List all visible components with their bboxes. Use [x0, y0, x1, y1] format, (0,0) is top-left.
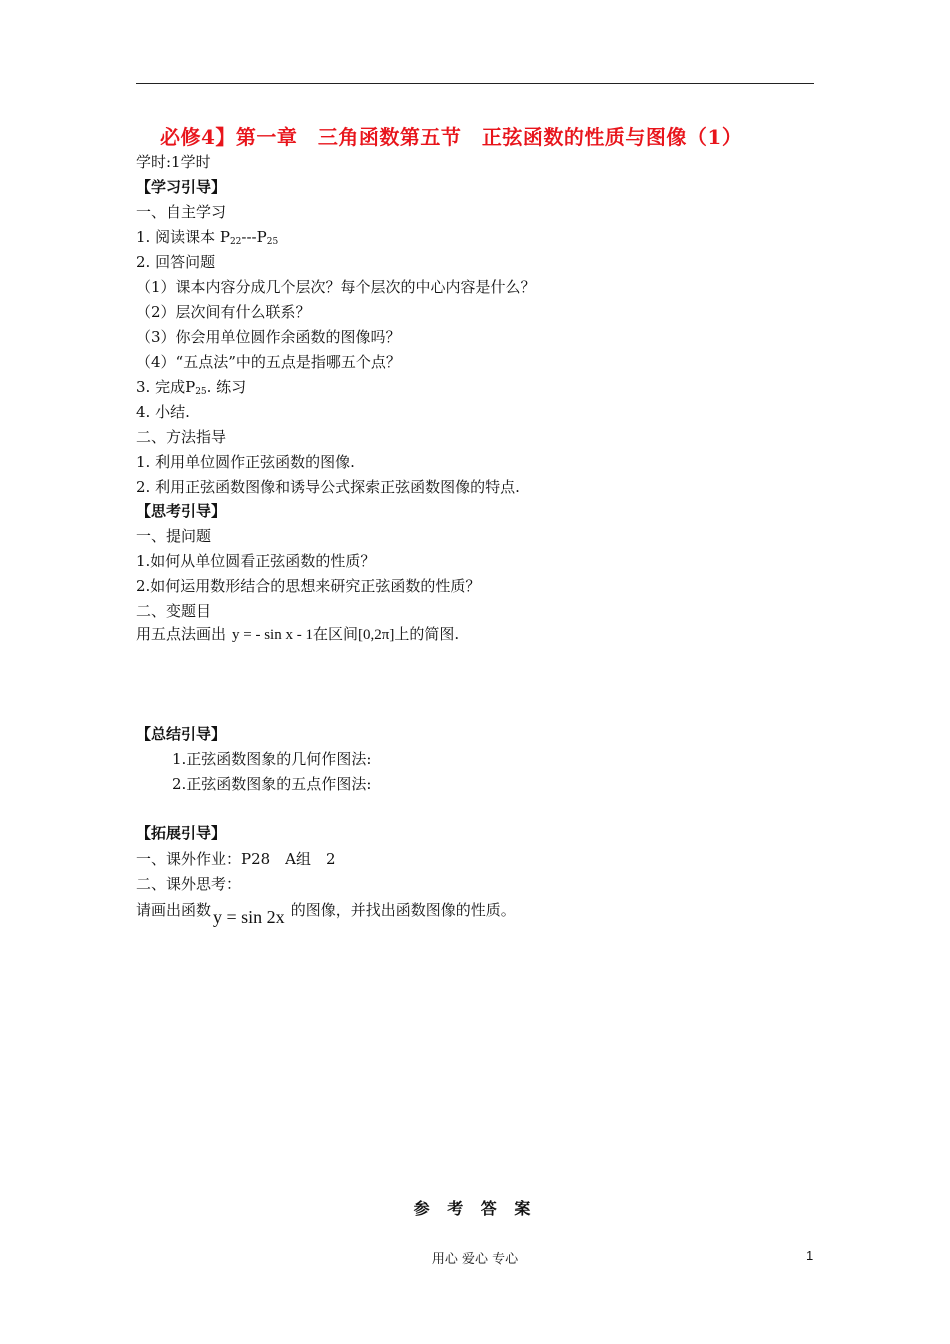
reading-item-text: 1. 阅读课本 P: [136, 228, 230, 246]
five-point-task: [136, 624, 459, 645]
task-suffix: 上的简图.: [394, 625, 460, 643]
summary-point-2: 2.正弦函数图象的五点作图法:: [172, 775, 372, 793]
method-1: 1. 利用单位圆作正弦函数的图像.: [136, 453, 355, 471]
method-2: 2. 利用正弦函数图像和诱导公式探索正弦函数图像的特点.: [136, 478, 520, 496]
header-rule: [136, 83, 814, 84]
summary-item: 4. 小结.: [136, 403, 190, 421]
thinking-question-2: 2.如何运用数形结合的思想来研究正弦函数的性质？: [136, 577, 481, 595]
draw-task-prefix: 请画出函数: [136, 901, 212, 919]
draw-function-task: [136, 899, 516, 927]
task-interval: [0,2π]: [358, 627, 395, 643]
draw-task-suffix: 的图像，并找出函数图像的性质。: [290, 901, 516, 919]
self-study-heading: 一、自主学习: [136, 203, 227, 221]
answer-questions-item: 2. 回答问题: [136, 253, 216, 271]
section-heading-extension: 【拓展引导】: [136, 824, 227, 842]
page-title: 必修4】第一章 三角函数第五节 正弦函数的性质与图像（1）: [160, 125, 743, 149]
variant-heading: 二、变题目: [136, 602, 212, 620]
extra-thinking-heading: 二、课外思考：: [136, 875, 242, 893]
question-1: （1）课本内容分成几个层次？每个层次的中心内容是什么？: [136, 278, 536, 296]
section-heading-summary: 【总结引导】: [136, 725, 227, 743]
question-2: （2）层次间有什么联系？: [136, 303, 311, 321]
practice-item-text: 3. 完成P: [136, 378, 196, 396]
question-3: （3）你会用单位圆作余函数的图像吗？: [136, 328, 401, 346]
answers-heading: 参 考 答 案: [413, 1199, 537, 1218]
study-hours: 学时:1学时: [136, 153, 211, 171]
task-mid: 在区间: [312, 625, 358, 643]
page-sub-22: 22: [229, 237, 242, 247]
section-heading-study: 【学习引导】: [136, 178, 227, 196]
sin2x-formula: y = sin 2x: [213, 907, 285, 927]
reading-item: [136, 227, 278, 252]
question-4: （4）“五点法”中的五点是指哪五个点？: [136, 353, 401, 371]
method-heading: 二、方法指导: [136, 428, 227, 446]
homework-line: 一、课外作业：P28 A组 2: [136, 850, 336, 868]
section-heading-thinking: 【思考引导】: [136, 502, 227, 520]
task-prefix: 用五点法画出: [136, 625, 227, 643]
page-number: 1: [806, 1248, 814, 1263]
task-formula: y = - sin x - 1: [232, 627, 313, 643]
thinking-question-1: 1.如何从单位圆看正弦函数的性质？: [136, 552, 376, 570]
reading-item-mid: ---P: [241, 228, 267, 246]
page-sub-25: 25: [266, 237, 279, 247]
footer-text: 用心 爱心 专心: [431, 1252, 519, 1267]
questions-heading: 一、提问题: [136, 527, 212, 545]
practice-item-suffix: . 练习: [206, 378, 247, 396]
summary-point-1: 1.正弦函数图象的几何作图法:: [172, 750, 372, 768]
practice-item: [136, 377, 246, 402]
practice-page-sub: 25: [195, 387, 207, 397]
